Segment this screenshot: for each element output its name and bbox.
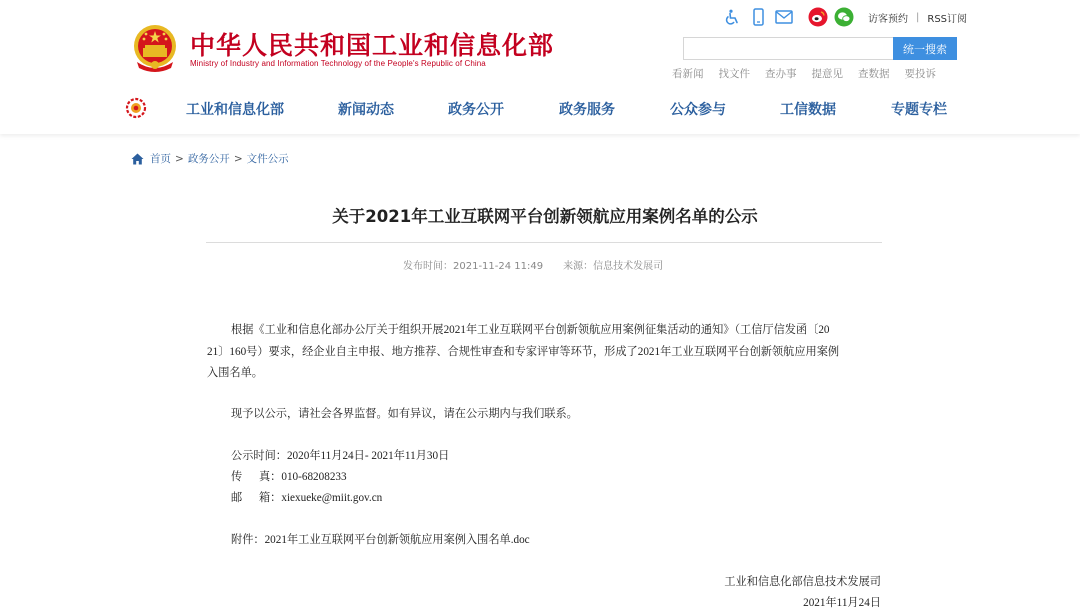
quick-link-data[interactable]: 查数据 [858,68,890,80]
signature-org: 工业和信息化部信息技术发展司 [724,576,881,588]
quick-link-news[interactable]: 看新闻 [672,68,704,80]
wechat-icon[interactable] [834,7,854,27]
quick-link-complaint[interactable]: 要投诉 [904,68,936,80]
source-value: 信息技术发展司 [593,261,664,272]
source-label: 来源： [563,261,594,272]
weibo-icon[interactable] [808,7,828,27]
nav-item-data[interactable]: 工信数据 [780,102,836,118]
national-emblem-icon[interactable] [131,24,179,74]
ministry-name-en[interactable]: Ministry of Industry and Information Technology of the People's Republic of China [190,59,486,68]
paragraph-2: 现予以公示，请社会各界监督。如有异议，请在公示期内与我们联系。 [231,408,578,420]
publish-time: 2021-11-24 11:49 [453,261,544,272]
attachment-link[interactable]: 附件：2021年工业互联网平台创新领航应用案例入围名单.doc [231,534,530,546]
signature-date: 2021年11月24日 [803,597,881,609]
breadcrumb-home[interactable]: 首页 [150,153,171,165]
nav-item-gov-services[interactable]: 政务服务 [559,102,615,118]
rss-link[interactable]: RSS订阅 [927,13,968,25]
mobile-icon[interactable] [748,7,768,27]
title-divider [206,242,882,243]
publish-time-label: 发布时间： [403,261,453,272]
nav-item-gov-affairs[interactable]: 政务公开 [448,102,504,118]
search-button[interactable]: 统一搜索 [893,37,957,60]
breadcrumb [131,151,289,166]
breadcrumb-gov-affairs[interactable]: 政务公开 [187,153,230,165]
notice-period: 公示时间：2020年11月24日- 2021年11月30日 [231,450,450,462]
quick-links [672,66,951,81]
main-nav [0,99,1080,119]
search-input[interactable] [683,37,894,60]
paragraph-1-line-3: 入围名单。 [207,367,263,379]
accessibility-icon[interactable] [722,7,742,27]
paragraph-1-line-2: 21〕160号）要求，经企业自主申报、地方推荐、合规性审查和专家评审等环节，形成了2021年工业互联网平台创新领航应用案例 [207,346,840,358]
nav-item-topics[interactable]: 专题专栏 [891,102,947,118]
paragraph-1-line-1: 根据《工业和信息化部办公厅关于组织开展2021年工业互联网平台创新领航应用案例征集活动的通知》（工信厅信发函〔20 [231,324,830,336]
visit-booking-link[interactable]: 访客预约 [868,13,908,25]
quick-link-services[interactable]: 查办事 [765,68,797,80]
home-icon[interactable] [131,153,144,165]
quick-link-feedback[interactable]: 提意见 [811,68,843,80]
article-title: 关于2021年工业互联网平台创新领航应用案例名单的公示 [332,207,758,226]
nav-item-public-participation[interactable]: 公众参与 [670,102,726,118]
breadcrumb-separator: > [175,152,184,165]
utility-bar [722,6,967,28]
email-line[interactable]: 邮 箱：xiexueke@miit.gov.cn [231,492,383,504]
article-meta [403,257,663,272]
quick-link-files[interactable]: 找文件 [718,68,750,80]
mail-icon[interactable] [774,7,794,27]
ministry-name-cn[interactable]: 中华人民共和国工业和信息化部 [190,31,555,60]
breadcrumb-file-notice[interactable]: 文件公示 [246,153,289,165]
nav-item-news[interactable]: 新闻动态 [338,102,394,118]
utility-separator: | [916,11,920,23]
fax-line: 传 真：010-68208233 [231,471,347,483]
nav-item-ministry[interactable]: 工业和信息化部 [186,102,284,118]
site-header [0,0,1080,134]
breadcrumb-separator: > [233,152,243,165]
